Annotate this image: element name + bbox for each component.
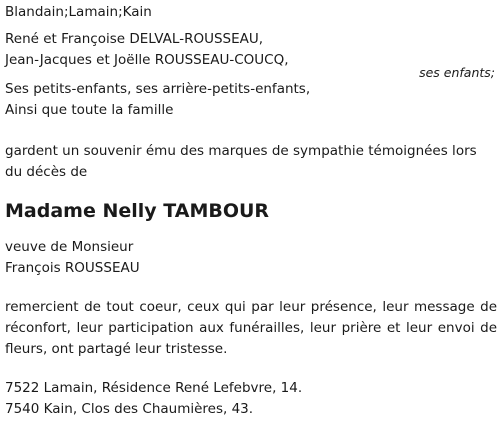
- widow-block: [5, 237, 497, 279]
- intro-text: gardent un souvenir ému des marques de sympathie témoignées lors du décès de: [5, 143, 477, 180]
- address-line-1: 7522 Lamain, Résidence René Lefebvre, 14.: [5, 380, 303, 396]
- thanks-text: remercient de tout coeur, ceux qui par leur présence, leur message de réconfort, leur participation aux funérailles, leur prière et leur envoi de fleurs, ont partagé leur tristesse.: [5, 299, 497, 357]
- places-header: Blandain;Lamain;Kain: [5, 4, 152, 20]
- children-line-2: Jean-Jacques et Joëlle ROUSSEAU-COUCQ,: [5, 52, 289, 68]
- widow-line-2: François ROUSSEAU: [5, 260, 140, 276]
- family-line-1: Ses petits-enfants, ses arrière-petits-enfants,: [5, 81, 311, 97]
- children-role: ses enfants;: [419, 65, 495, 80]
- addresses-block: [5, 378, 497, 420]
- address-line-2: 7540 Kain, Clos des Chaumières, 43.: [5, 401, 254, 417]
- deceased-name: Madame Nelly TAMBOUR: [5, 200, 270, 222]
- death-notice: [5, 2, 497, 420]
- children-line-1: René et Françoise DELVAL-ROUSSEAU,: [5, 31, 264, 47]
- family-block: [5, 79, 497, 121]
- children-block: [5, 29, 497, 80]
- family-line-2: Ainsi que toute la famille: [5, 102, 174, 118]
- widow-line-1: veuve de Monsieur: [5, 239, 134, 255]
